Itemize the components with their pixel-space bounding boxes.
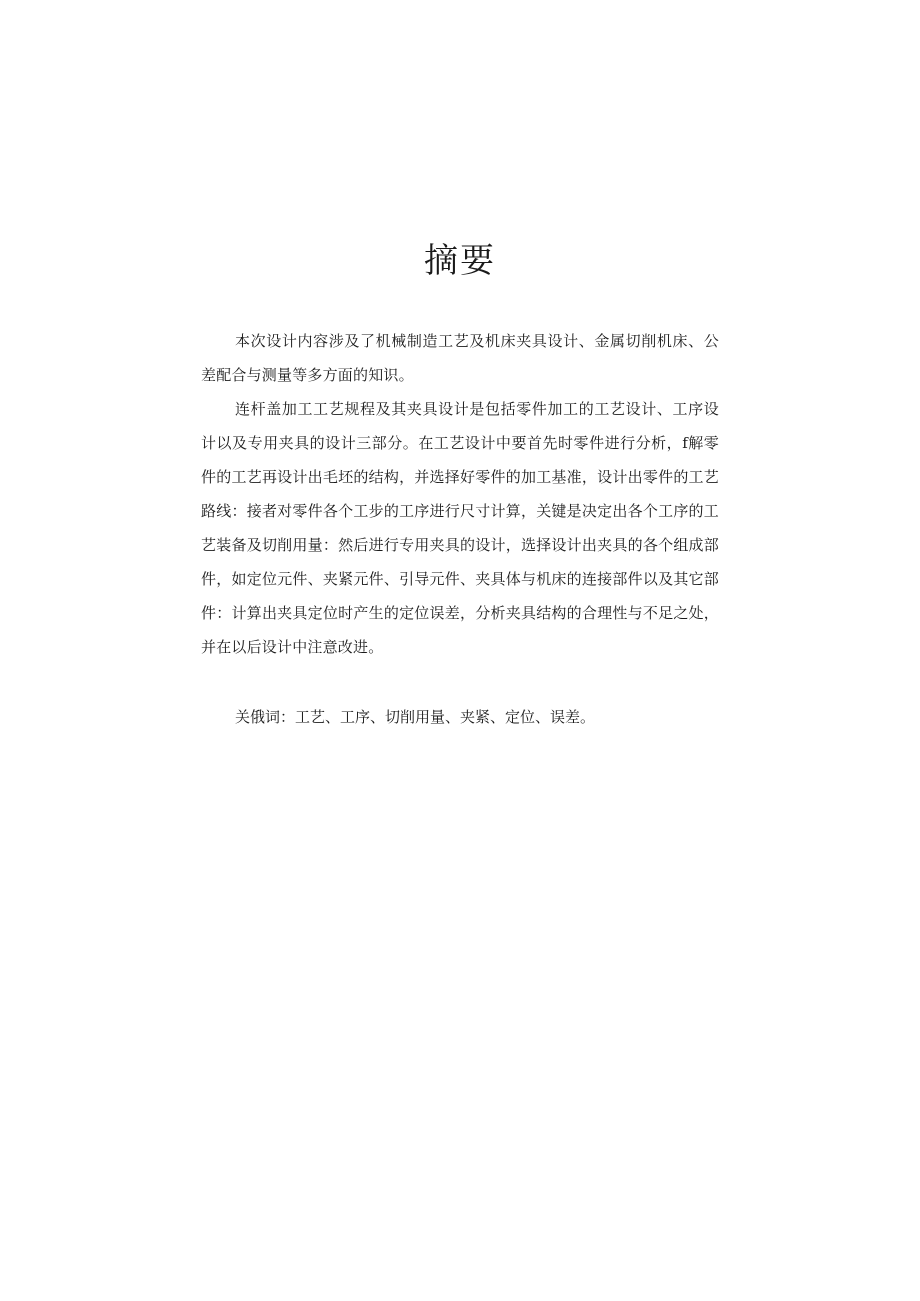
abstract-body xyxy=(201,324,719,664)
abstract-paragraph-1: 本次设计内容涉及了机械制造工艺及机床夹具设计、金属切削机床、公差配合与测量等多方面的知识。 xyxy=(201,332,719,384)
keywords-line: 关俄词：工艺、工序、切削用量、夹紧、定位、误差。 xyxy=(235,708,596,726)
page-title: 摘要 xyxy=(424,241,496,281)
abstract-paragraph-2: 连杆盖加工工艺规程及其夹具设计是包括零件加工的工艺设计、工序设计以及专用夹具的设计三部分。在工艺设计中要首先时零件进行分析，f解零件的工艺再设计出毛坯的结构，并选择好零件的加工基准，设计出零件的工艺路线：接者对零件各个工步的工序进行尺寸计算，关键是决定出各个工序的工艺装备及切削用量：然后进行专用夹具的设计，选择设计出夹具的各个组成部件，如定位元件、夹紧元件、引导元件、夹具体与机床的连接部件以及其它部件：计算出夹具定位时产生的定位误差，分析夹具结构的合理性与不足之处，并在以后设计中注意改进。 xyxy=(201,400,719,656)
